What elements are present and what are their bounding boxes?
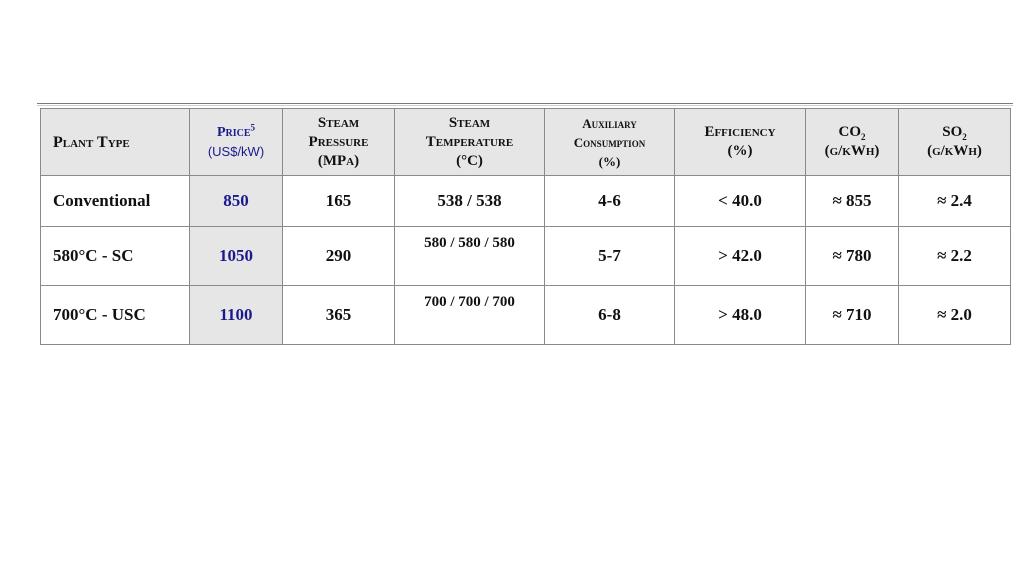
cell-pressure: 290	[283, 227, 395, 286]
cell-aux: 6-8	[545, 286, 675, 345]
header-price: Price$^5$ (US$/kW)	[190, 109, 283, 176]
cell-efficiency: > 48.0	[675, 286, 806, 345]
table-row	[41, 176, 1011, 227]
price-unit: (US$/kW)	[207, 143, 265, 159]
cell-co2: ≈ 855	[806, 176, 899, 227]
header-plant-type: Plant Type	[41, 109, 190, 176]
cell-so2: ≈ 2.0	[899, 286, 1011, 345]
header-row	[41, 109, 1011, 176]
cell-temperature: 700 / 700 / 700	[395, 286, 545, 345]
price-footnote-ref: 5	[250, 121, 256, 132]
cell-price: 850	[190, 176, 283, 227]
top-rule-secondary	[37, 105, 1013, 106]
header-steam-pressure: Steam Pressure (MPa)	[283, 109, 395, 176]
table-row	[41, 227, 1011, 286]
cell-pressure: 365	[283, 286, 395, 345]
cell-co2: ≈ 710	[806, 286, 899, 345]
cell-pressure: 165	[283, 176, 395, 227]
header-steam-temperature: Steam Temperature (°C)	[395, 109, 545, 176]
header-co2: $CO_2$ (g/kWh)	[806, 109, 899, 176]
cell-plant-type: Conventional	[41, 176, 190, 227]
header-efficiency: Efficiency (%)	[675, 109, 806, 176]
cell-plant-type: 700°C - USC	[41, 286, 190, 345]
cell-aux: 5-7	[545, 227, 675, 286]
cell-temperature: 538 / 538	[395, 176, 545, 227]
cell-temperature: 580 / 580 / 580	[395, 227, 545, 286]
cell-co2: ≈ 780	[806, 227, 899, 286]
cell-price: 1100	[190, 286, 283, 345]
plant-comparison-table	[40, 108, 1011, 345]
header-auxiliary-consumption: Auxiliary Consumption (%)	[545, 109, 675, 176]
cell-efficiency: > 42.0	[675, 227, 806, 286]
cell-so2: ≈ 2.2	[899, 227, 1011, 286]
cell-price: 1050	[190, 227, 283, 286]
cell-so2: ≈ 2.4	[899, 176, 1011, 227]
cell-aux: 4-6	[545, 176, 675, 227]
cell-plant-type: 580°C - SC	[41, 227, 190, 286]
table-row	[41, 286, 1011, 345]
top-rule	[37, 103, 1013, 104]
header-so2: $SO_2$ (g/kWh)	[899, 109, 1011, 176]
cell-efficiency: < 40.0	[675, 176, 806, 227]
